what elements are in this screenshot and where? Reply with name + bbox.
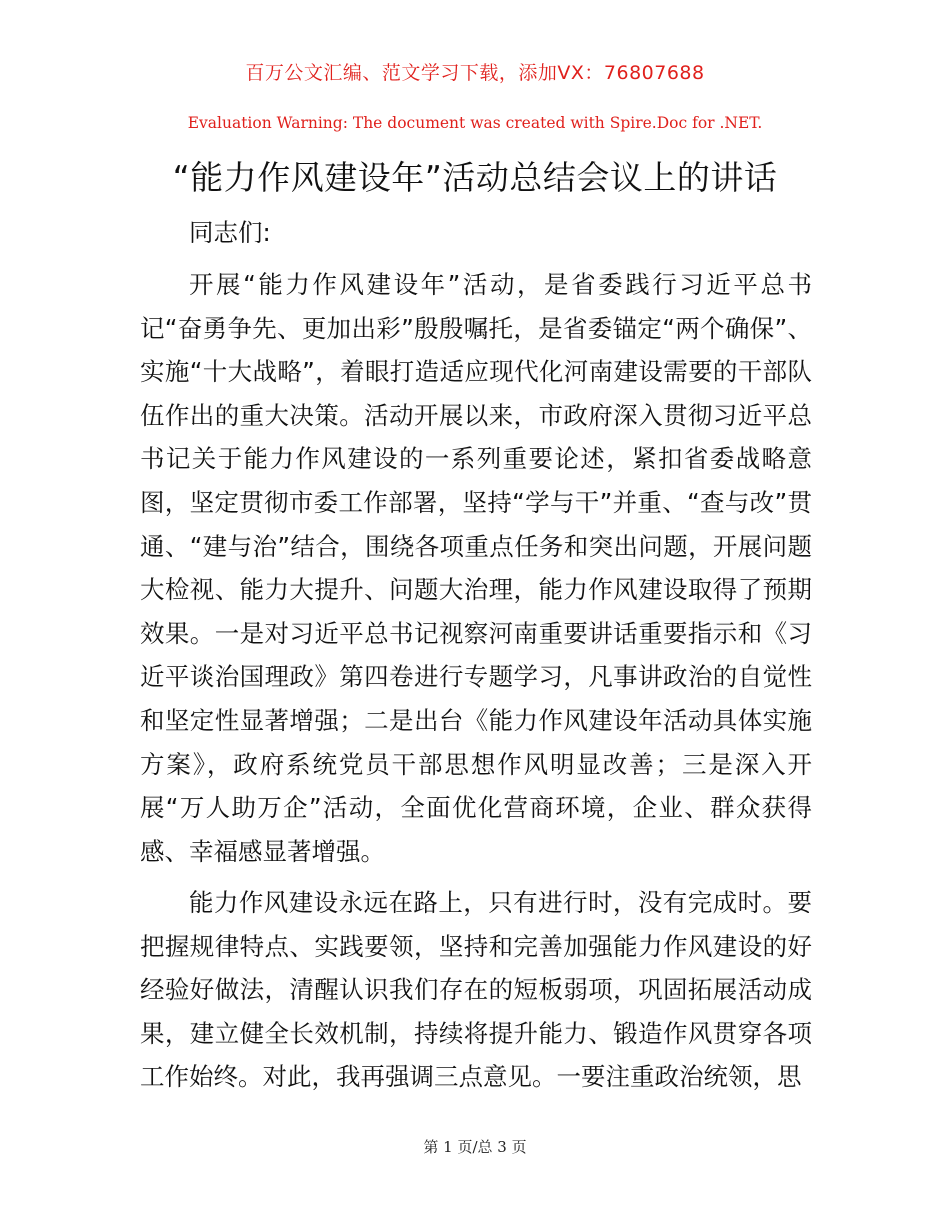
body-paragraph: 能力作风建设永远在路上，只有进行时，没有完成时。要把握规律特点、实践要领，坚持和完善加强能力作风建设的好经验好做法，清醒认识我们存在的短板弱项，巩固拓展活动成果，建立健全长效机制，持续将提升能力、锻造作风贯穿各项工作始终。对此，我再强调三点意见。一要注重政治统领，思 [140, 888, 812, 1092]
evaluation-warning: Evaluation Warning: The document was created with Spire.Doc for .NET. [187, 114, 763, 132]
salutation: 同志们: [189, 218, 271, 247]
document-title: “能力作风建设年”活动总结会议上的讲话 [172, 158, 778, 197]
header-ad-text: 百万公文汇编、范文学习下载，添加VX：76807688 [245, 62, 705, 84]
body-paragraph: 开展“能力作风建设年”活动，是省委践行习近平总书记“奋勇争先、更加出彩”殷殷嘱托，是省委锚定“两个确保”、实施“十大战略”，着眼打造适应现代化河南建设需要的干部队伍作出的重大决策。活动开展以来，市政府深入贯彻习近平总书记关于能力作风建设的一系列重要论述，紧扣省委战略意图，坚定贯彻市委工作部署，坚持“学与干”并重、“查与改”贯通、“建与治”结合，围绕各项重点任务和突出问题，开展问题大检视、能力大提升、问题大治理，能力作风建设取得了预期效果。一是对习近平总书记视察河南重要讲话重要指示和《习近平谈治国理政》第四卷进行专题学习，凡事讲政治的自觉性和坚定性显著增强；二是出台《能力作风建设年活动具体实施方案》，政府系统党员干部思想作风明显改善；三是深入开展“万人助万企”活动，全面优化营商环境，企业、群众获得感、幸福感显著增强。 [140, 270, 812, 866]
page-indicator: 第 1 页/总 3 页 [423, 1138, 527, 1156]
